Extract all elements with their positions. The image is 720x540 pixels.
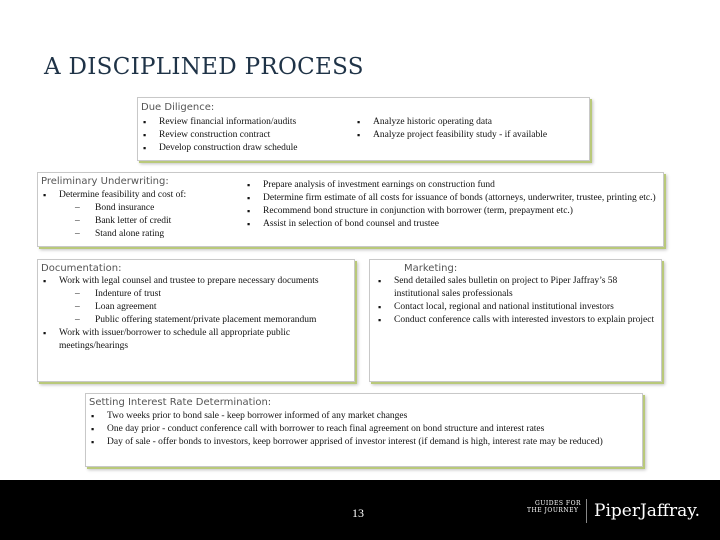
list-subitem: – Loan agreement — [41, 301, 346, 314]
due-diligence-right-list — [355, 116, 585, 142]
due-diligence-left-list — [141, 116, 341, 155]
list-item: ▪ Determine firm estimate of all costs for issuance of bonds (attorneys, underwriter, trustee, printing etc.) — [245, 192, 660, 205]
list-item: ▪ Develop construction draw schedule — [141, 142, 341, 155]
list-item: ▪ One day prior - conduct conference call with borrower to reach final agreement on bond structure and interest rates — [89, 423, 637, 436]
due-diligence-header: Due Diligence: — [141, 102, 215, 113]
list-item: ▪ Analyze historic operating data — [355, 116, 585, 129]
marketing-header: Marketing: — [404, 263, 458, 274]
list-item: ▪ Two weeks prior to bond sale - keep borrower informed of any market changes — [89, 410, 637, 423]
list-subitem: – Bond insurance — [41, 202, 241, 215]
list-subitem: – Bank letter of credit — [41, 215, 241, 228]
list-item: ▪ Assist in selection of bond counsel and trustee — [245, 218, 660, 231]
list-subitem: – Public offering statement/private placement memorandum — [41, 314, 346, 327]
preliminary-underwriting-left-list — [41, 189, 241, 241]
list-item: ▪ Contact local, regional and national institutional investors — [376, 301, 658, 314]
brand-logo: PiperJaffray. — [594, 501, 700, 521]
list-item: ▪ Analyze project feasibility study - if available — [355, 129, 585, 142]
list-item: ▪ Review financial information/audits — [141, 116, 341, 129]
list-item: ▪ Send detailed sales bulletin on project to Piper Jaffray’s 58 institutional sales professionals — [376, 275, 658, 301]
preliminary-underwriting-right-list — [245, 179, 660, 231]
list-item: ▪ Review construction contract — [141, 129, 341, 142]
page-number: 13 — [352, 506, 364, 520]
guides-logo — [527, 500, 581, 514]
list-item: ▪ Recommend bond structure in conjunction with borrower (term, prepayment etc.) — [245, 205, 660, 218]
list-subitem: – Indenture of trust — [41, 288, 346, 301]
interest-rate-list — [89, 410, 637, 449]
list-item: ▪ Work with legal counsel and trustee to prepare necessary documents — [41, 275, 346, 288]
guides-line-2: THE JOURNEY — [527, 507, 579, 514]
marketing-list — [376, 275, 658, 327]
page-title: A DISCIPLINED PROCESS — [44, 54, 364, 80]
preliminary-underwriting-header: Preliminary Underwriting: — [41, 176, 169, 187]
interest-rate-header: Setting Interest Rate Determination: — [89, 397, 272, 408]
documentation-header: Documentation: — [41, 263, 122, 274]
list-item: ▪ Prepare analysis of investment earnings on construction fund — [245, 179, 660, 192]
list-item: ▪ Determine feasibility and cost of: — [41, 189, 241, 202]
guides-line-1: GUIDES FOR — [535, 500, 582, 507]
list-item: ▪ Day of sale - offer bonds to investors, keep borrower apprised of investor interest (if demand is high, interest rate may be reduced) — [89, 436, 637, 449]
list-item: ▪ Conduct conference calls with interested investors to explain project — [376, 314, 658, 327]
documentation-list — [41, 275, 346, 353]
logo-divider — [586, 499, 587, 523]
list-subitem: – Stand alone rating — [41, 228, 241, 241]
list-item: ▪ Work with issuer/borrower to schedule all appropriate public meetings/hearings — [41, 327, 346, 353]
